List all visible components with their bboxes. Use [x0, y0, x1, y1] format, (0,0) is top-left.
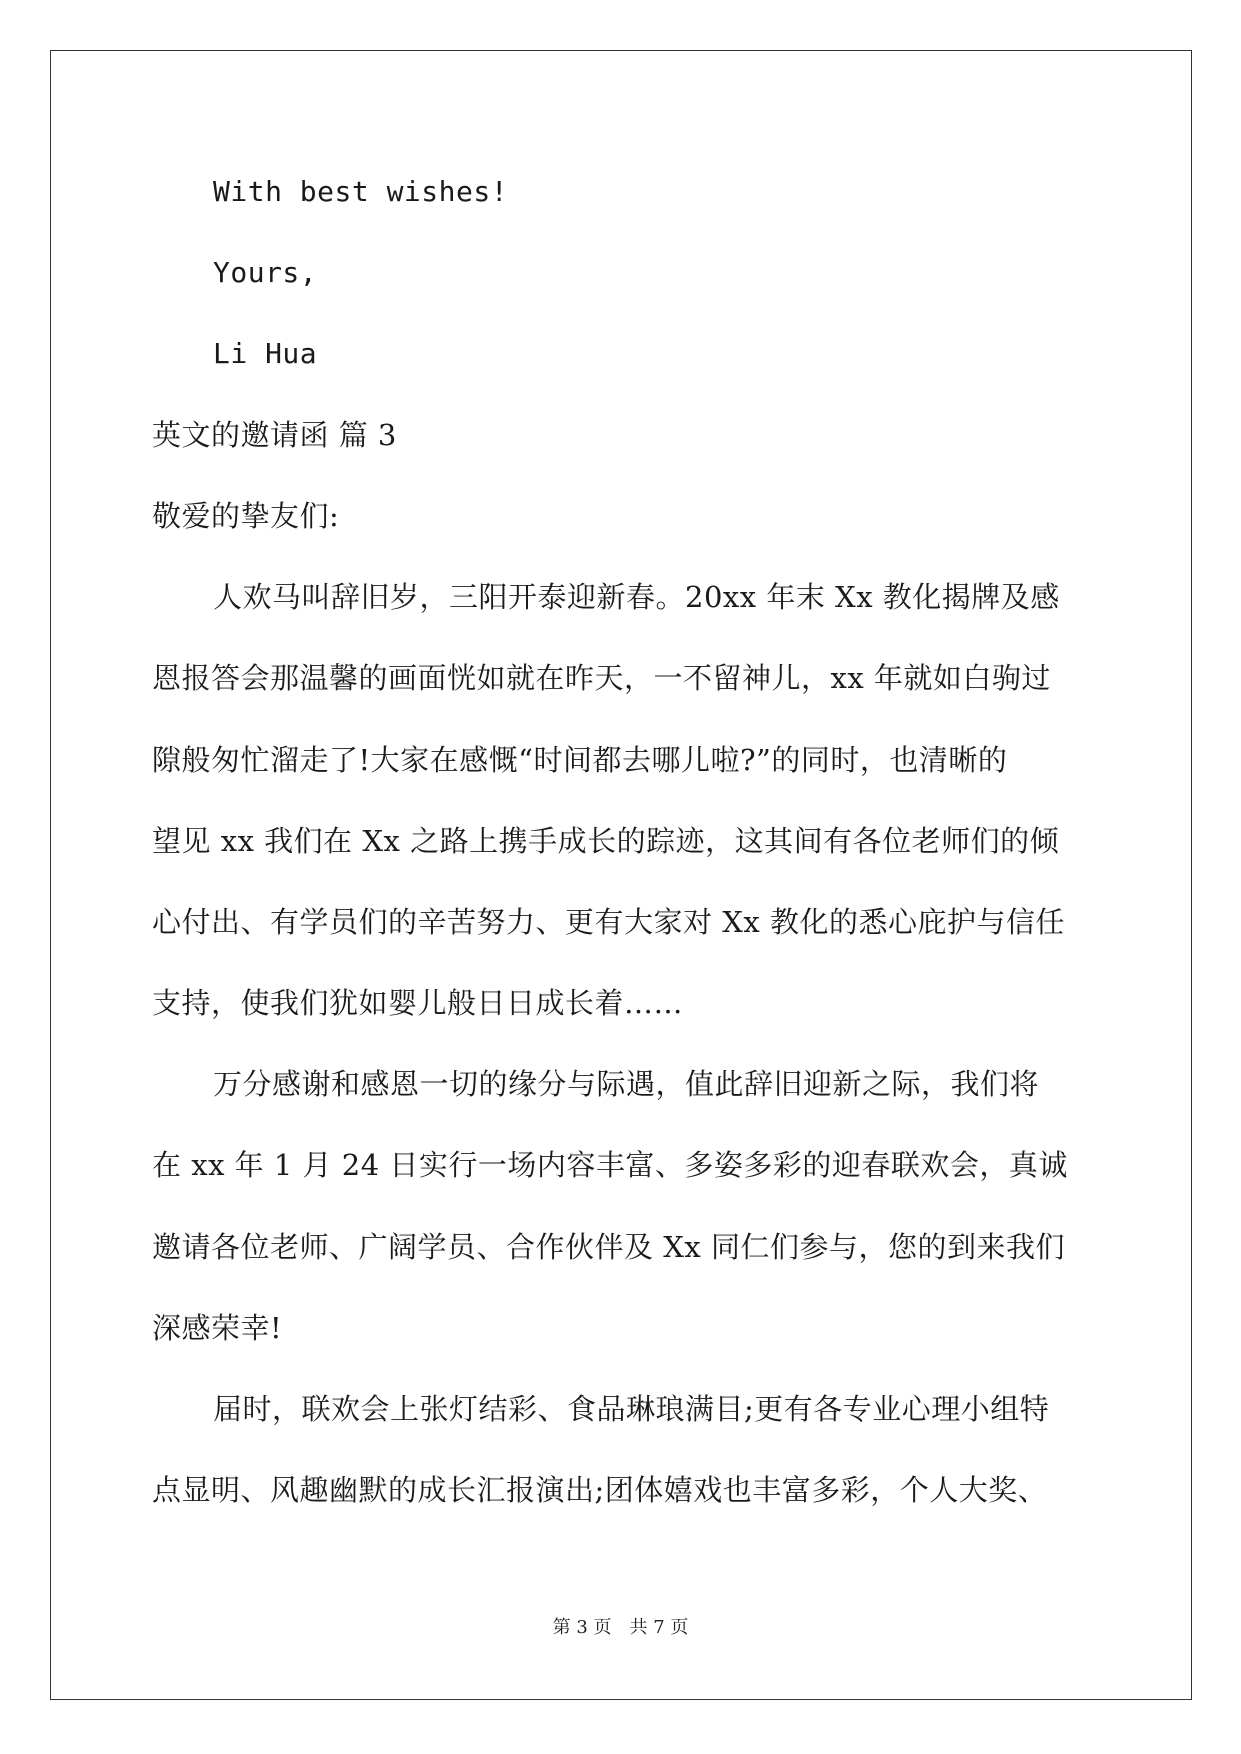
body-line-6: 支持，使我们犹如婴儿般日日成长着…… [152, 986, 684, 1020]
body-line-3: 隙般匆忙溜走了!大家在感慨“时间都去哪儿啦?”的同时，也清晰的 [152, 743, 1008, 777]
section-heading: 英文的邀请函 篇 3 [152, 418, 397, 452]
closing-signature: Li Hua [213, 337, 318, 370]
body-line-10: 深感荣幸! [152, 1311, 283, 1345]
body-line-9: 邀请各位老师、广阔学员、合作伙伴及 Xx 同仁们参与，您的到来我们 [152, 1230, 1065, 1264]
body-line-12: 点显明、风趣幽默的成长汇报演出;团体嬉戏也丰富多彩，个人大奖、 [152, 1473, 1048, 1507]
body-line-11: 届时，联欢会上张灯结彩、食品琳琅满目;更有各专业心理小组特 [213, 1392, 1050, 1426]
page-number: 第 3 页 共 7 页 [552, 1617, 689, 1638]
body-line-1: 人欢马叫辞旧岁，三阳开泰迎新春。20xx 年末 Xx 教化揭牌及感 [213, 580, 1060, 614]
body-line-2: 恩报答会那温馨的画面恍如就在昨天，一不留神儿，xx 年就如白驹过 [152, 661, 1051, 695]
body-line-4: 望见 xx 我们在 Xx 之路上携手成长的踪迹，这其间有各位老师们的倾 [152, 824, 1060, 858]
page-border [50, 50, 1192, 1700]
body-line-7: 万分感谢和感恩一切的缘分与际遇，值此辞旧迎新之际，我们将 [213, 1067, 1040, 1101]
salutation: 敬爱的挚友们: [152, 499, 340, 533]
closing-yours: Yours, [213, 256, 318, 289]
body-line-8: 在 xx 年 1 月 24 日实行一场内容丰富、多姿多彩的迎春联欢会，真诚 [152, 1148, 1068, 1182]
body-line-5: 心付出、有学员们的辛苦努力、更有大家对 Xx 教化的悉心庇护与信任 [152, 905, 1065, 939]
closing-wishes: With best wishes! [213, 175, 509, 208]
